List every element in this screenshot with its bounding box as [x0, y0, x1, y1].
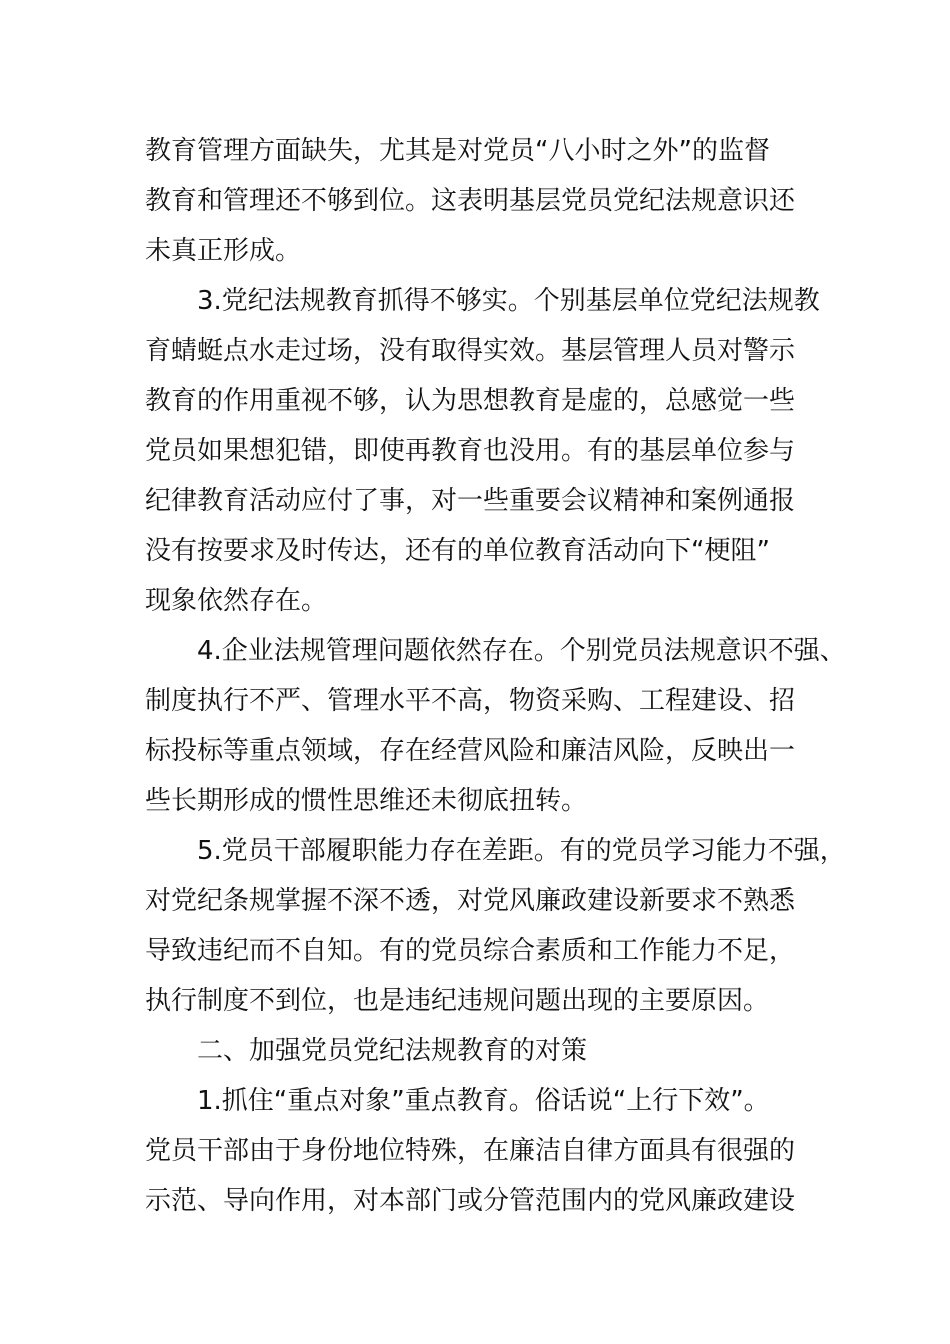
paragraph-4-start: 4.企业法规管理问题依然存在。个别党员法规意识不强、: [197, 636, 846, 666]
text-line: 没有按要求及时传达，还有的单位教育活动向下“梗阻”: [145, 536, 770, 566]
text-line: 些长期形成的惯性思维还未彻底扭转。: [145, 786, 588, 816]
text-line: 教育的作用重视不够，认为思想教育是虚的，总感觉一些: [145, 386, 796, 416]
paragraph-3-start: 3.党纪法规教育抓得不够实。个别基层单位党纪法规教: [197, 286, 820, 316]
text-line: 执行制度不到位，也是违纪违规问题出现的主要原因。: [145, 986, 770, 1016]
text-line: 教育管理方面缺失，尤其是对党员“八小时之外”的监督: [145, 136, 770, 166]
text-line: 教育和管理还不够到位。这表明基层党员党纪法规意识还: [145, 186, 796, 216]
text-line: 对党纪条规掌握不深不透，对党风廉政建设新要求不熟悉: [145, 886, 796, 916]
text-line: 示范、导向作用，对本部门或分管范围内的党风廉政建设: [145, 1186, 796, 1216]
text-line: 育蜻蜓点水走过场，没有取得实效。基层管理人员对警示: [145, 336, 796, 366]
document-body: [145, 126, 845, 1226]
paragraph-5-start: 5.党员干部履职能力存在差距。有的党员学习能力不强，: [197, 836, 846, 866]
text-line: 制度执行不严、管理水平不高，物资采购、工程建设、招: [145, 686, 796, 716]
text-line: 导致违纪而不自知。有的党员综合素质和工作能力不足，: [145, 936, 796, 966]
paragraph-1-start: 1.抓住“重点对象”重点教育。俗话说“上行下效”。: [197, 1086, 770, 1116]
section-heading: 二、加强党员党纪法规教育的对策: [197, 1036, 588, 1066]
text-line: 标投标等重点领域，存在经营风险和廉洁风险，反映出一: [145, 736, 796, 766]
text-line: 党员如果想犯错，即使再教育也没用。有的基层单位参与: [145, 436, 796, 466]
text-line: 现象依然存在。: [145, 586, 328, 616]
text-line: 党员干部由于身份地位特殊，在廉洁自律方面具有很强的: [145, 1136, 796, 1166]
text-line: 未真正形成。: [145, 236, 302, 266]
text-line: 纪律教育活动应付了事，对一些重要会议精神和案例通报: [145, 486, 796, 516]
